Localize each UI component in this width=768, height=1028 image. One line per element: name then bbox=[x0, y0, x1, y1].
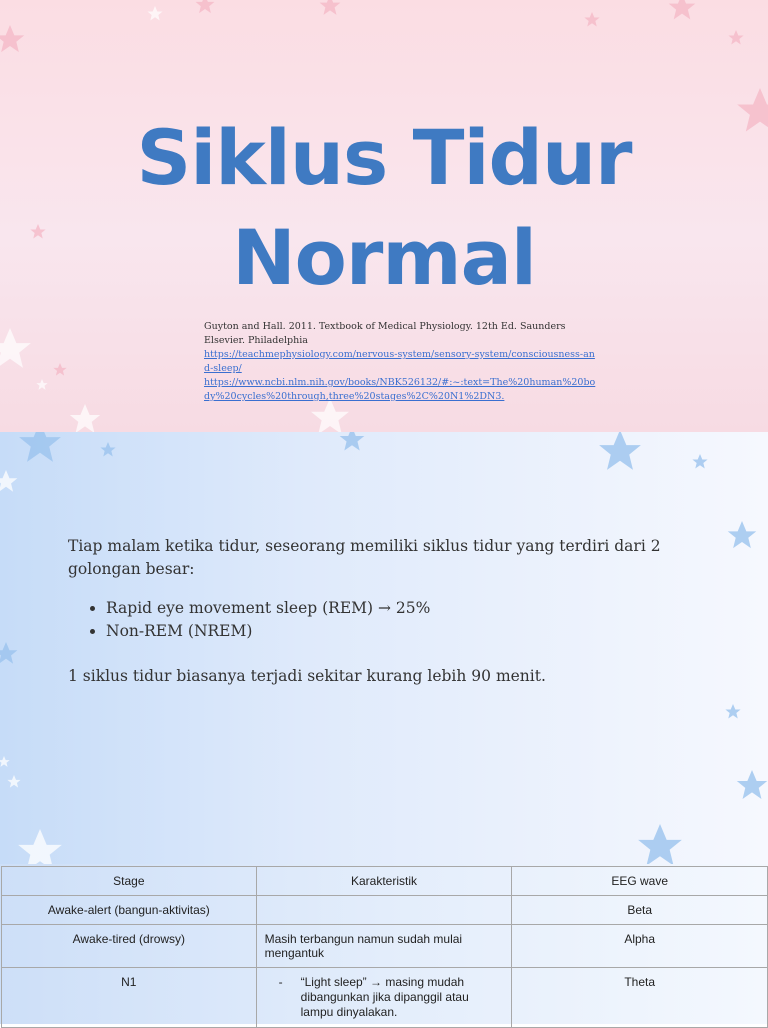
cell-karakteristik: Masih terbangun namun sudah mulai mengantuk bbox=[256, 925, 512, 968]
reference-citation: Guyton and Hall. 2011. Textbook of Medical Physiology. 12th Ed. Saunders Elsevier. Philadelphia bbox=[204, 321, 566, 346]
slide-body bbox=[68, 535, 708, 688]
intro-text: Tiap malam ketika tidur, seseorang memiliki siklus tidur yang terdiri dari 2 golongan besar: bbox=[68, 537, 661, 578]
slide-title-line2: Normal bbox=[232, 213, 536, 302]
sleep-stage-table bbox=[1, 866, 768, 1028]
slide-title-line1: Siklus Tidur bbox=[136, 113, 632, 202]
cell-karakteristik bbox=[256, 968, 512, 1028]
table-header-row bbox=[2, 867, 768, 896]
cycle-duration-text: 1 siklus tidur biasanya terjadi sekitar kurang lebih 90 menit. bbox=[68, 667, 546, 685]
references bbox=[204, 320, 596, 404]
list-item: - “Light sleep” → masing mudah dibangunkan jika dipanggil atau lampu dinyalakan. bbox=[265, 975, 504, 1020]
title-slide bbox=[0, 0, 768, 432]
table-row bbox=[2, 896, 768, 925]
sleep-type-list bbox=[68, 597, 708, 643]
cell-eeg: Alpha bbox=[512, 925, 768, 968]
table-row bbox=[2, 925, 768, 968]
cell-stage: Awake-tired (drowsy) bbox=[2, 925, 257, 968]
column-header-stage: Stage bbox=[2, 867, 257, 896]
list-item: • Rapid eye movement sleep (REM) → 25% bbox=[106, 597, 708, 620]
cell-eeg: Beta bbox=[512, 896, 768, 925]
reference-link-teachmephysiology[interactable]: https://teachmephysiology.com/nervous-system/sensory-system/consciousness-and-sleep/ bbox=[204, 349, 595, 374]
cell-karakteristik bbox=[256, 896, 512, 925]
reference-link-ncbi[interactable]: https://www.ncbi.nlm.nih.gov/books/NBK526132/#:~:text=The%20human%20body%20cycles%20through,three%20stages%2C%20N1%2DN3. bbox=[204, 377, 596, 402]
table-row bbox=[2, 968, 768, 1028]
cell-stage: N1 bbox=[2, 968, 257, 1028]
column-header-eeg-wave: EEG wave bbox=[512, 867, 768, 896]
list-item: • Non-REM (NREM) bbox=[106, 620, 708, 643]
column-header-karakteristik: Karakteristik bbox=[256, 867, 512, 896]
cell-stage: Awake-alert (bangun-aktivitas) bbox=[2, 896, 257, 925]
cell-eeg: Theta bbox=[512, 968, 768, 1028]
